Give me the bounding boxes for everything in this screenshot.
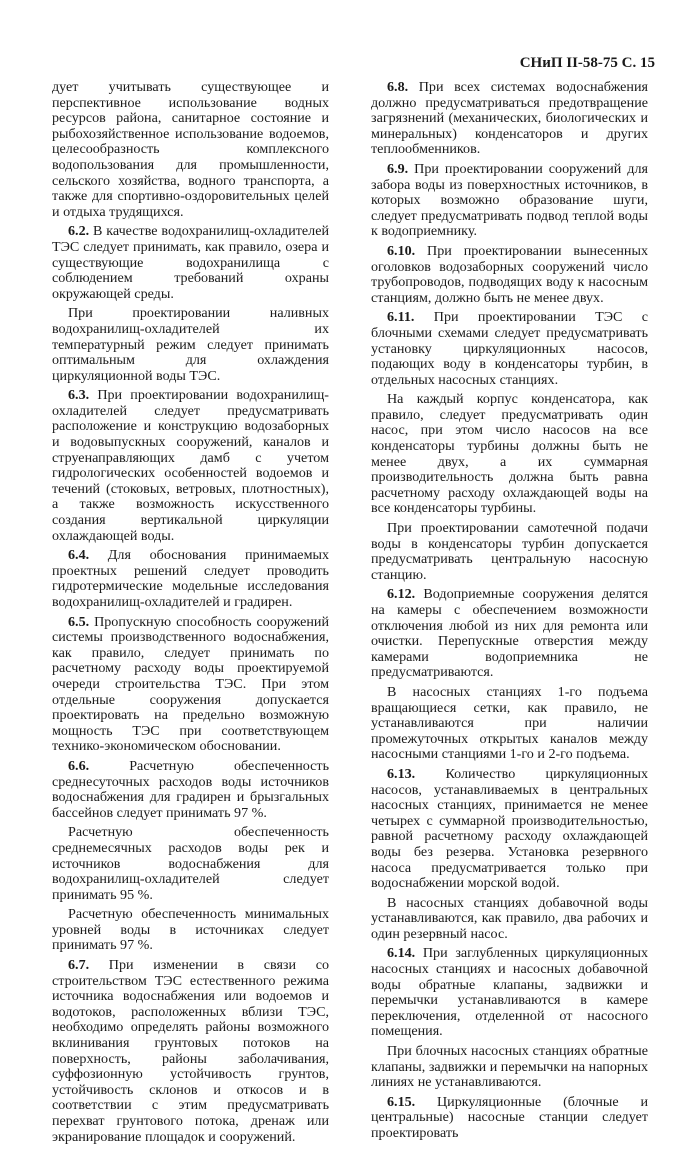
clause-number: 6.8. [387,79,409,95]
clause-number: 6.3. [68,387,90,404]
paragraph: 6.6. Расчетную обеспеченность среднесуточных расходов воды источников водоснабжения для градирен и брызгальных бассейнов следует принимать 97 %. [52,757,329,821]
clause-number: 6.12. [387,586,416,603]
clause-number: 6.14. [387,945,416,962]
clause-number: 6.11. [387,309,415,326]
clause-number: 6.4. [68,547,90,564]
paragraph: 6.11. При проектировании ТЭС с блочными схемами следует предусматривать установку циркуляционных насосов, подающих воду в конденсаторы турбин, в отдельных насосных станциях. [371,309,648,388]
clause-number: 6.6. [68,757,90,774]
paragraph: 6.2. В качестве водохранилищ-охладителей ТЭС следует принимать, как правило, озера и существующие водохранилища с соблюдением требований охраны окружающей среды. [52,223,329,302]
paragraph: Расчетную обеспеченность минимальных уровней воды в источниках следует принимать 97 %. [52,906,329,954]
paragraph: 6.15. Циркуляционные (блочные и центральные) насосные станции следует проектировать [371,1093,648,1141]
paragraph: Расчетную обеспеченность среднемесячных расходов воды рек и источников водоснабжения для водохранилищ-охладителей следует принимать 95 %. [52,824,329,903]
clause-number: 6.10. [387,242,416,259]
clause-number: 6.15. [387,1093,416,1110]
paragraph: 6.5. Пропускную способность сооружений системы производственного водоснабжения, как правило, следует принимать по расчетному расходу воды проектируемой очереди строительства ТЭС. При этом отдельные сооружения допускается проектировать на предельно возможную мощность ТЭС при соответствующем технико-экономическом обосновании. [52,613,329,755]
clause-number: 6.13. [387,765,416,782]
paragraph: 6.7. При изменении в связи со строительством ТЭС естественного режима источника водоснабжения или водоемов и водотоков, расположенных вблизи ТЭС, необходимо определять районы возможного вклинивания грунтовых потоков на поверхность, районы заболачивания, суффозионную устойчивость грунтов, устойчивость склонов и откосов и в соответствии с этим предусматривать перехват грунтового потока, дренаж или экранирование площадок и сооружений. [52,957,329,1145]
left-column [52,80,329,1149]
paragraph: На каждый корпус конденсатора, как правило, следует предусматривать один насос, при этом число насосов на все конденсаторы турбины должны быть не менее двух, а их суммарная производительность должна быть равна расчетному расходу охлаждающей воды на все конденсаторы турбины. [371,391,648,517]
paragraph: 6.13. Количество циркуляционных насосов, устанавливаемых в центральных насосных станциях, принимается не менее четырех с суммарной производительностью, равной расчетному расходу охлаждающей воды без резерва. Установка резервного насоса предусматривается только при водоснабжении морской водой. [371,765,648,892]
clause-number: 6.5. [68,613,90,630]
paragraph: 6.8. При всех системах водоснабжения должно предусматриваться предотвращение загрязнений (механических, биологических и минеральных) конденсаторов и других теплообменников. [371,79,648,158]
paragraph: 6.3. При проектировании водохранилищ-охладителей следует предусматривать расположение и конструкцию водозаборных и водовыпускных сооружений, каналов и струенаправляющих дамб с учетом гидрологических особенностей водоемов и течений (стоковых, ветровых, плотностных), а также возможность искусственного создания вертикальной циркуляции охлаждающей воды. [52,387,329,544]
paragraph: В насосных станциях добавочной воды устанавливаются, как правило, два рабочих и один резервный насос. [371,894,648,942]
clause-number: 6.9. [387,160,409,177]
clause-number: 6.2. [68,223,90,240]
paragraph: 6.10. При проектировании вынесенных оголовков водозаборных сооружений число трубопроводов, подводящих воду к насосным станциям, должно быть не менее двух. [371,242,648,306]
paragraph: 6.9. При проектировании сооружений для забора воды из поверхностных источников, в которых возможно образование шуги, следует предусматривать подвод теплой воды к водоприемнику. [371,160,648,240]
paragraph: дует учитывать существующее и перспективное использование водных ресурсов района, санитарное состояние и рыбохозяйственное использование водоемов, целесообразность комплексного водопользования для промышленности, сельского хозяйства, водного транспорта, а также для спортивно-оздоровительных целей и отдыха трудящихся. [52,79,329,220]
paragraph: 6.12. Водоприемные сооружения делятся на камеры с обеспечением возможности отключения любой из них для ремонта или очистки. Перепускные отверстия между камерами водоприемника не предусматриваются. [371,586,648,681]
paragraph: При проектировании наливных водохранилищ-охладителей их температурный режим следует принимать оптимальным для охлаждения циркуляционной воды ТЭС. [52,305,329,384]
paragraph: В насосных станциях 1-го подъема вращающиеся сетки, как правило, не устанавливаются при наличии промежуточных открытых каналов между насосными станциями 1-го и 2-го подъема. [371,683,648,763]
right-column [371,80,648,1146]
paragraph: 6.4. Для обоснования принимаемых проектных решений следует проводить гидротермические модельные исследования водохранилищ-охладителей и градирен. [52,547,329,610]
paragraph: 6.14. При заглубленных циркуляционных насосных станциях и насосных добавочной воды обратные клапаны, задвижки и перемычки устанавливаются в камере переключения, отделенной от насосного помещения. [371,945,648,1040]
paragraph: При проектировании самотечной подачи воды в конденсаторы турбин допускается предусматривать центральную насосную станцию. [371,520,648,583]
page-header: СНиП II-58-75 С. 15 [519,55,655,71]
paragraph: При блочных насосных станциях обратные клапаны, задвижки и перемычки на напорных линиях не устанавливаются. [371,1043,648,1091]
clause-number: 6.7. [68,957,90,974]
